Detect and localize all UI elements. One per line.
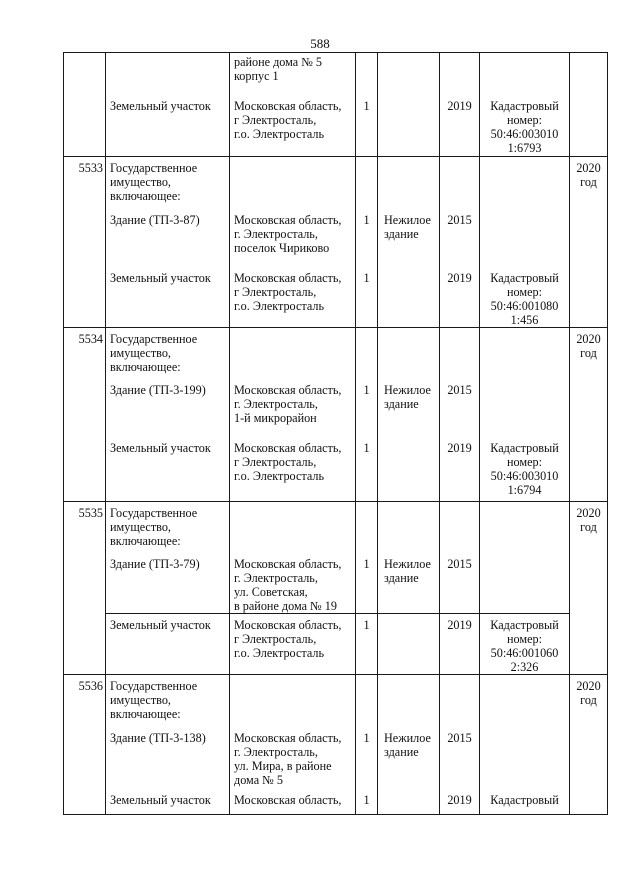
object-address-line: Московская область,: [234, 792, 342, 807]
term-cell: [570, 727, 608, 789]
year: 2015: [447, 730, 472, 745]
entry-number-cell: [64, 327, 106, 379]
cadastral-number-line: 50:46:001080: [490, 298, 559, 313]
quantity-cell: [356, 789, 378, 815]
object-type-cell: [378, 95, 440, 157]
object-address-line: поселок Чириково: [234, 240, 330, 255]
object-name-line: Государственное: [110, 679, 198, 693]
entry-number-cell: [64, 553, 106, 614]
object-name: Здание (ТП-3-87): [110, 212, 200, 227]
year-cell: [440, 789, 480, 815]
object-address-cell: [230, 267, 356, 328]
object-address-line: районе дома № 5: [234, 55, 323, 69]
object-type-cell: [378, 789, 440, 815]
object-name-line: имущество,: [110, 693, 171, 707]
object-name: Земельный участок: [110, 618, 211, 632]
term-line: год: [580, 175, 597, 189]
object-name: Здание (ТП-3-199): [110, 383, 206, 397]
object-name-line: включающее:: [110, 189, 181, 203]
object-address-cell: [230, 675, 356, 727]
object-name-line: включающее:: [110, 707, 181, 721]
entry-number-cell: [64, 53, 106, 95]
object-name-cell: [106, 789, 230, 815]
year: 2015: [447, 383, 472, 397]
object-address-cell: [230, 209, 356, 267]
table-row: [64, 789, 608, 815]
table-row: [64, 95, 608, 157]
cadastral-number-cell: [480, 267, 570, 328]
object-address-cell: [230, 501, 356, 553]
cadastral-number-line: Кадастровый: [490, 618, 559, 632]
object-type-line: Нежилое: [384, 730, 431, 745]
cadastral-number-cell: [480, 327, 570, 379]
cadastral-number-line: Кадастровый: [490, 270, 559, 285]
cadastral-number-line: номер:: [507, 284, 542, 299]
object-address-cell: [230, 95, 356, 157]
quantity: 1: [363, 212, 370, 227]
object-name-cell: [106, 157, 230, 209]
page-number: 588: [310, 36, 330, 51]
object-name-cell: [106, 267, 230, 328]
year-cell: [440, 501, 480, 553]
entry-number-cell: [64, 95, 106, 157]
year: 2015: [447, 557, 472, 571]
object-address-line: г. Электросталь,: [234, 571, 318, 585]
object-name-cell: [106, 501, 230, 553]
term-cell: [570, 157, 608, 209]
cadastral-number-cell: [480, 53, 570, 95]
object-address-cell: [230, 727, 356, 789]
table-row: [64, 501, 608, 553]
object-address-line: ул. Мира, в районе: [234, 758, 332, 773]
term-cell: [570, 209, 608, 267]
term-cell: [570, 675, 608, 727]
table-row: [64, 53, 608, 95]
cadastral-number-line: 1:6794: [507, 483, 542, 497]
entry-number-cell: [64, 727, 106, 789]
object-name-line: Государственное: [110, 331, 198, 346]
cadastral-number-line: номер:: [507, 112, 542, 127]
cadastral-number-cell: [480, 437, 570, 501]
object-address-cell: [230, 437, 356, 501]
quantity: 1: [363, 730, 370, 745]
term-cell: [570, 614, 608, 675]
object-name-line: имущество,: [110, 519, 171, 534]
term-cell: [570, 501, 608, 553]
cadastral-number-cell: [480, 789, 570, 815]
object-address-line: Московская область,: [234, 98, 342, 113]
object-address-line: 1-й микрорайон: [234, 411, 317, 425]
year-cell: [440, 553, 480, 614]
table-row: [64, 437, 608, 501]
table-row: [64, 327, 608, 379]
cadastral-number-cell: [480, 501, 570, 553]
cadastral-number-line: 50:46:003010: [490, 126, 559, 141]
cadastral-number-cell: [480, 553, 570, 614]
object-name-cell: [106, 379, 230, 437]
cadastral-number-cell: [480, 614, 570, 675]
entry-number: 5536: [78, 679, 103, 693]
entry-number-cell: [64, 209, 106, 267]
object-name-cell: [106, 327, 230, 379]
quantity-cell: [356, 379, 378, 437]
object-address-line: Московская область,: [234, 212, 342, 227]
cadastral-number-line: номер:: [507, 455, 542, 469]
object-name-cell: [106, 209, 230, 267]
year-cell: [440, 727, 480, 789]
object-type-line: Нежилое: [384, 212, 431, 227]
object-name-cell: [106, 437, 230, 501]
table-row: [64, 553, 608, 614]
quantity: 1: [363, 98, 370, 113]
year-cell: [440, 327, 480, 379]
quantity: 1: [363, 557, 370, 571]
quantity-cell: [356, 614, 378, 675]
cadastral-number-cell: [480, 727, 570, 789]
term-cell: [570, 437, 608, 501]
quantity: 1: [363, 441, 370, 455]
quantity-cell: [356, 95, 378, 157]
cadastral-number-line: 2:326: [510, 660, 539, 674]
cadastral-number-cell: [480, 379, 570, 437]
entry-number-cell: [64, 501, 106, 553]
entry-number-cell: [64, 379, 106, 437]
object-type-cell: [378, 553, 440, 614]
cadastral-number-line: Кадастровый: [490, 441, 559, 455]
quantity-cell: [356, 157, 378, 209]
object-address-line: г. Электросталь,: [234, 226, 318, 241]
year: 2019: [447, 441, 472, 455]
object-type-line: Нежилое: [384, 383, 431, 397]
year-cell: [440, 53, 480, 95]
term-cell: [570, 379, 608, 437]
object-name-cell: [106, 553, 230, 614]
year-cell: [440, 437, 480, 501]
entry-number: 5535: [78, 505, 103, 520]
year-cell: [440, 209, 480, 267]
quantity: 1: [363, 792, 370, 807]
object-name: Земельный участок: [110, 270, 211, 285]
quantity-cell: [356, 675, 378, 727]
object-type-line: Нежилое: [384, 557, 431, 571]
object-name: Здание (ТП-3-138): [110, 730, 206, 745]
entry-number-cell: [64, 675, 106, 727]
cadastral-number-line: 50:46:001060: [490, 646, 559, 660]
year: 2019: [447, 98, 472, 113]
object-name-line: включающее:: [110, 533, 181, 548]
object-type-cell: [378, 53, 440, 95]
object-type-line: здание: [384, 744, 419, 759]
object-name: Здание (ТП-3-79): [110, 557, 200, 571]
term-cell: [570, 267, 608, 328]
cadastral-number-line: 50:46:003010: [490, 469, 559, 483]
year: 2019: [447, 792, 472, 807]
object-type-line: здание: [384, 397, 419, 411]
object-address-line: г.о. Электросталь: [234, 298, 325, 313]
year-cell: [440, 614, 480, 675]
quantity-cell: [356, 267, 378, 328]
object-type-cell: [378, 209, 440, 267]
cadastral-number-line: номер:: [507, 632, 542, 646]
quantity-cell: [356, 553, 378, 614]
cadastral-number-cell: [480, 157, 570, 209]
year-cell: [440, 157, 480, 209]
object-address-line: г Электросталь,: [234, 632, 317, 646]
object-address-cell: [230, 327, 356, 379]
cadastral-number-line: 1:6793: [507, 140, 542, 155]
object-name: Земельный участок: [110, 441, 211, 455]
year-cell: [440, 379, 480, 437]
quantity-cell: [356, 501, 378, 553]
object-address-line: Московская область,: [234, 383, 342, 397]
object-type-cell: [378, 157, 440, 209]
quantity: 1: [363, 618, 370, 632]
year: 2015: [447, 212, 472, 227]
quantity: 1: [363, 270, 370, 285]
cadastral-number-cell: [480, 95, 570, 157]
object-name: Земельный участок: [110, 792, 211, 807]
quantity-cell: [356, 53, 378, 95]
object-type-cell: [378, 727, 440, 789]
year-cell: [440, 675, 480, 727]
object-name-cell: [106, 95, 230, 157]
object-address-line: в районе дома № 19: [234, 599, 337, 613]
table-row: [64, 675, 608, 727]
object-type-cell: [378, 327, 440, 379]
table-row: [64, 267, 608, 328]
object-address-line: Московская область,: [234, 730, 342, 745]
object-address-line: г.о. Электросталь: [234, 469, 325, 483]
quantity-cell: [356, 209, 378, 267]
object-type-cell: [378, 267, 440, 328]
term-line: год: [580, 519, 597, 534]
object-type-cell: [378, 437, 440, 501]
object-address-line: корпус 1: [234, 69, 279, 83]
object-name-line: имущество,: [110, 175, 171, 189]
object-type-cell: [378, 379, 440, 437]
object-address-cell: [230, 379, 356, 437]
object-name: Земельный участок: [110, 98, 211, 113]
object-name-cell: [106, 614, 230, 675]
object-address-cell: [230, 157, 356, 209]
object-address-line: г Электросталь,: [234, 112, 317, 127]
object-type-line: здание: [384, 226, 419, 241]
entry-number-cell: [64, 789, 106, 815]
object-name-line: Государственное: [110, 505, 198, 520]
term-line: год: [580, 345, 597, 360]
term-cell: [570, 553, 608, 614]
object-type-cell: [378, 675, 440, 727]
year-cell: [440, 267, 480, 328]
object-address-line: г.о. Электросталь: [234, 646, 325, 660]
object-type-cell: [378, 614, 440, 675]
table-body: [64, 53, 608, 815]
object-name-line: включающее:: [110, 359, 181, 374]
object-name-line: имущество,: [110, 345, 171, 360]
term-line: 2020: [576, 161, 601, 175]
object-name-line: Государственное: [110, 161, 198, 175]
object-address-line: дома № 5: [234, 772, 283, 787]
entry-number-cell: [64, 437, 106, 501]
object-address-line: ул. Советская,: [234, 585, 308, 599]
table-row: [64, 379, 608, 437]
term-cell: [570, 95, 608, 157]
term-cell: [570, 789, 608, 815]
cadastral-number-line: Кадастровый: [490, 98, 559, 113]
year-cell: [440, 95, 480, 157]
term-line: 2020: [576, 331, 601, 346]
object-address-cell: [230, 553, 356, 614]
object-address-line: Московская область,: [234, 441, 342, 455]
object-name-cell: [106, 53, 230, 95]
term-line: год: [580, 693, 597, 707]
cadastral-number-cell: [480, 675, 570, 727]
entry-number: 5534: [78, 331, 103, 346]
quantity: 1: [363, 383, 370, 397]
cadastral-number-line: Кадастровый: [490, 792, 559, 807]
entry-number: 5533: [78, 161, 103, 175]
object-address-line: Московская область,: [234, 270, 342, 285]
quantity-cell: [356, 327, 378, 379]
term-line: 2020: [576, 679, 601, 693]
object-address-line: г Электросталь,: [234, 284, 317, 299]
year: 2019: [447, 270, 472, 285]
entry-number-cell: [64, 614, 106, 675]
object-address-cell: [230, 53, 356, 95]
object-address-line: Московская область,: [234, 557, 342, 571]
object-address-cell: [230, 789, 356, 815]
cadastral-number-line: 1:456: [510, 312, 539, 327]
term-cell: [570, 327, 608, 379]
entry-number-cell: [64, 267, 106, 328]
entry-number-cell: [64, 157, 106, 209]
cadastral-number-cell: [480, 209, 570, 267]
property-table: [63, 52, 608, 815]
object-address-line: г. Электросталь,: [234, 744, 318, 759]
table-row: [64, 157, 608, 209]
table-row: [64, 614, 608, 675]
object-address-line: г Электросталь,: [234, 455, 317, 469]
object-address-cell: [230, 614, 356, 675]
quantity-cell: [356, 437, 378, 501]
year: 2019: [447, 618, 472, 632]
term-line: 2020: [576, 505, 601, 520]
term-cell: [570, 53, 608, 95]
object-type-cell: [378, 501, 440, 553]
object-address-line: г.о. Электросталь: [234, 126, 325, 141]
object-name-cell: [106, 675, 230, 727]
object-name-cell: [106, 727, 230, 789]
object-address-line: г. Электросталь,: [234, 397, 318, 411]
quantity-cell: [356, 727, 378, 789]
object-type-line: здание: [384, 571, 419, 585]
table-row: [64, 209, 608, 267]
object-address-line: Московская область,: [234, 618, 342, 632]
table-row: [64, 727, 608, 789]
